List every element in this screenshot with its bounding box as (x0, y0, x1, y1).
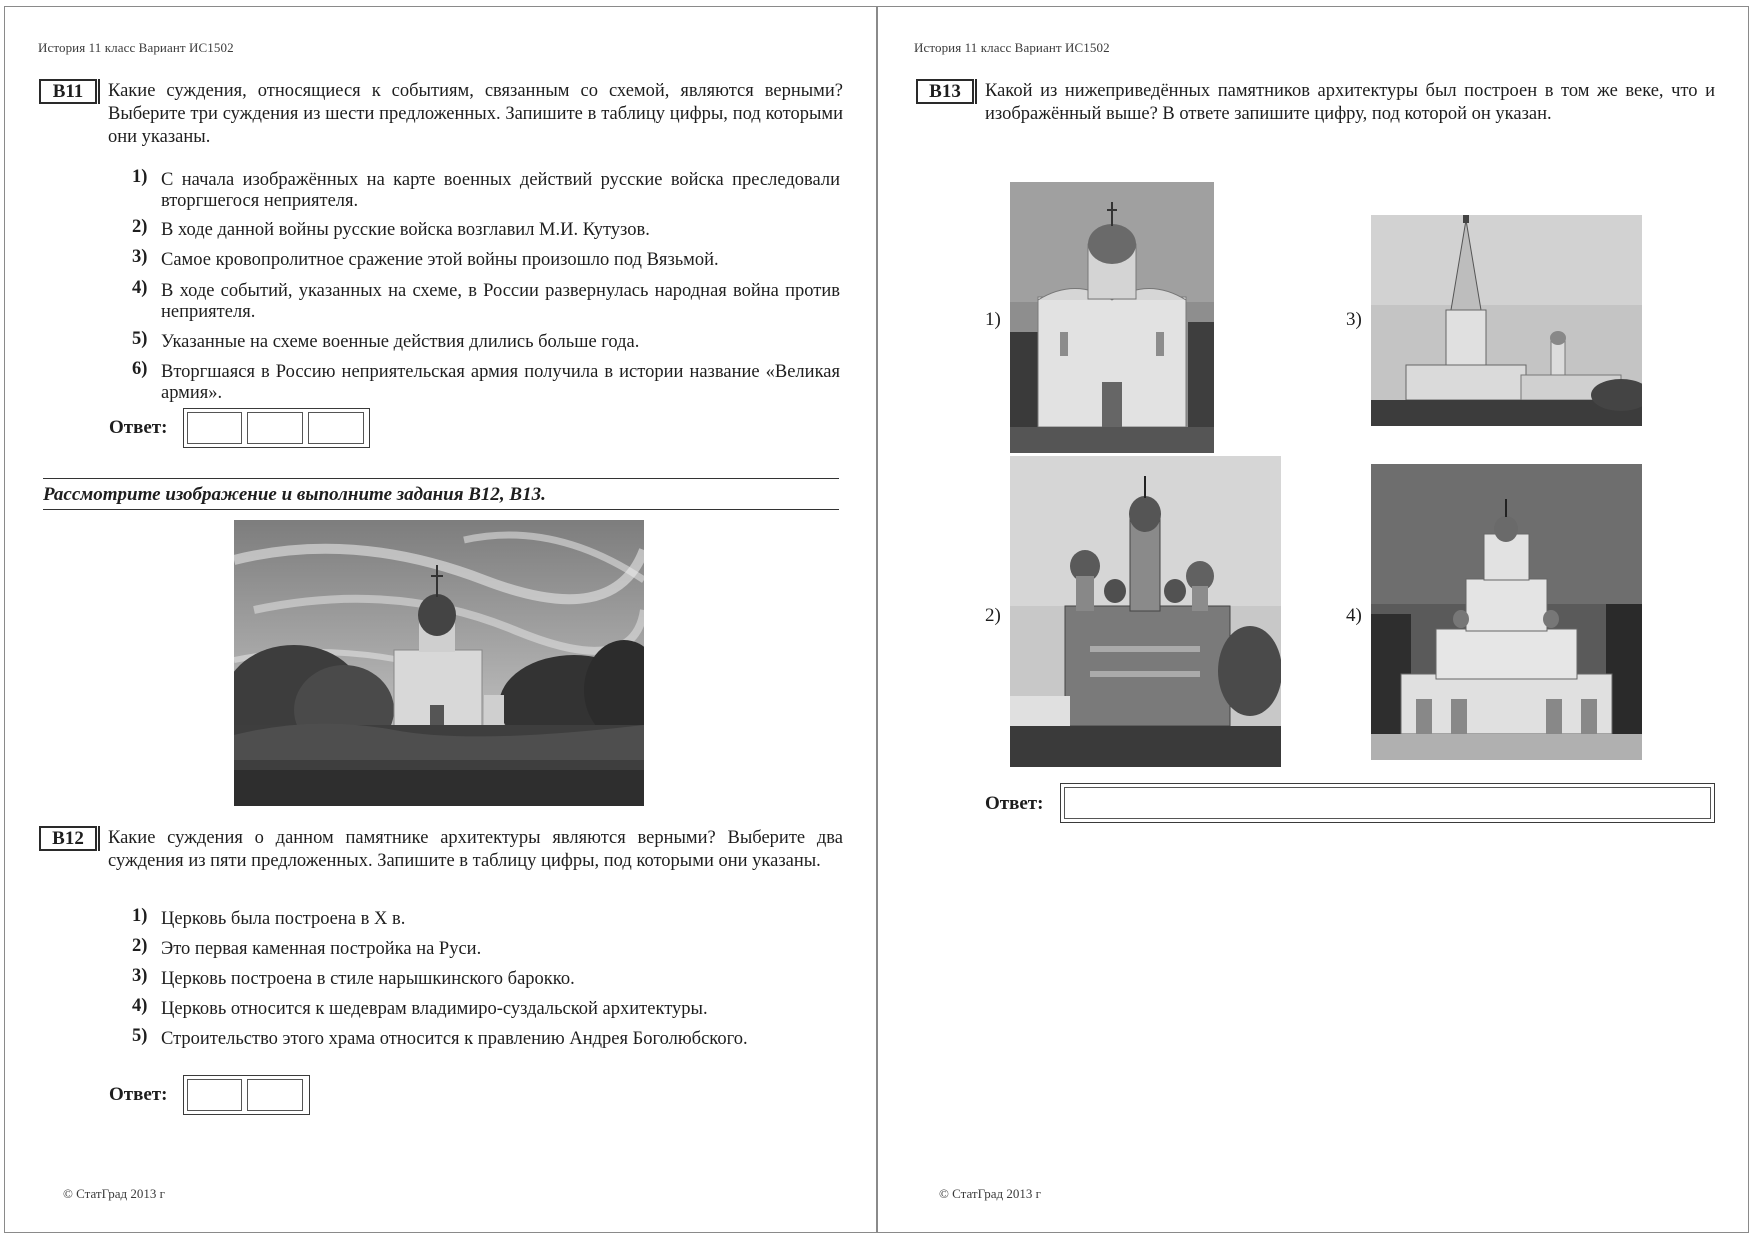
question-b12: Какие суждения о данном памятнике архитектуры являются верными? Выберите два суждения из пяти предложенных. Запишите в таблицу цифры, под которыми они указаны. (108, 828, 843, 871)
answer-cell-1[interactable] (1064, 787, 1711, 819)
page-footer: © СтатГрад 2013 г (939, 1186, 1041, 1201)
image-number-4: 4) (1346, 605, 1362, 626)
option-number: 3) (132, 247, 148, 267)
option-b12-3 (132, 966, 840, 991)
answer-cell-1[interactable] (187, 1079, 242, 1111)
option-text: Церковь была построена в X в. (161, 909, 406, 929)
option-text: Вторгшаяся в Россию неприятельская армия получила в истории название «Великая армия». (161, 362, 840, 403)
option-text: Это первая каменная постройка на Руси. (161, 939, 482, 959)
cathedral-photo-2 (1010, 456, 1281, 767)
answer-table-b11 (183, 408, 370, 448)
task-label-b13: B13 (916, 79, 974, 104)
image-number-3: 3) (1346, 309, 1362, 330)
cathedral-photo-1 (1010, 182, 1214, 453)
church-photo-main (234, 520, 644, 806)
option-b11-3 (132, 247, 840, 272)
option-b12-5 (132, 1026, 840, 1071)
option-text: Самое кровопролитное сражение этой войны произошло под Вязьмой. (161, 250, 719, 270)
option-text: Строительство этого храма относится к правлению Андрея Боголюбского. (161, 1029, 748, 1049)
option-number: 2) (132, 936, 148, 956)
option-number: 1) (132, 906, 148, 926)
option-text: В ходе данной войны русские войска возглавил М.И. Кутузов. (161, 220, 650, 240)
option-b11-2 (132, 217, 840, 242)
option-number: 1) (132, 167, 148, 187)
answer-cell-3[interactable] (308, 412, 364, 444)
question-b13: Какой из нижеприведённых памятников архитектуры был построен в том же веке, что и изображённый выше? В ответе запишите цифру, под которой он указан. (985, 81, 1715, 124)
option-number: 5) (132, 329, 148, 349)
option-b12-2 (132, 936, 840, 961)
answer-label-b12: Ответ: (109, 1084, 168, 1105)
option-text: С начала изображённых на карте военных действий русские войска преследовали вторгшегося неприятеля. (161, 170, 840, 211)
option-b12-1 (132, 906, 840, 931)
option-number: 5) (132, 1026, 148, 1046)
option-b12-4 (132, 996, 840, 1021)
page-footer: © СтатГрад 2013 г (63, 1186, 165, 1201)
option-b11-4 (132, 278, 840, 323)
divider-top (43, 478, 839, 479)
option-text: Церковь построена в стиле нарышкинского барокко. (161, 969, 575, 989)
answer-label-b11: Ответ: (109, 417, 168, 438)
page-header: История 11 класс Вариант ИС1502 (38, 40, 234, 55)
option-text: В ходе событий, указанных на схеме, в России развернулась народная война против неприятеля. (161, 281, 840, 322)
option-b11-1 (132, 167, 840, 212)
answer-label-b13: Ответ: (985, 793, 1044, 814)
option-number: 3) (132, 966, 148, 986)
option-text: Церковь относится к шедеврам владимиро-суздальской архитектуры. (161, 999, 708, 1019)
left-page (4, 6, 877, 1233)
option-number: 6) (132, 359, 148, 379)
answer-cell-1[interactable] (187, 412, 242, 444)
option-b11-5 (132, 329, 840, 354)
divider-bottom (43, 509, 839, 510)
task-label-b12: B12 (39, 826, 97, 851)
option-number: 2) (132, 217, 148, 237)
church-photo-4 (1371, 464, 1642, 760)
option-number: 4) (132, 996, 148, 1016)
answer-cell-2[interactable] (247, 412, 303, 444)
answer-cell-2[interactable] (247, 1079, 303, 1111)
question-b11: Какие суждения, относящиеся к событиям, связанным со схемой, являются верными? Выберите три суждения из шести предложенных. Запишите в таблицу цифры, под которыми они указаны. (108, 81, 843, 147)
task-label-b11: B11 (39, 79, 97, 104)
right-page (877, 6, 1749, 1233)
answer-table-b12 (183, 1075, 310, 1115)
church-photo-3 (1371, 215, 1642, 426)
page-header: История 11 класс Вариант ИС1502 (914, 40, 1110, 55)
option-number: 4) (132, 278, 148, 298)
image-number-1: 1) (985, 309, 1001, 330)
option-b11-6 (132, 359, 840, 404)
instruction-text: Рассмотрите изображение и выполните задания B12, B13. (43, 484, 546, 505)
option-text: Указанные на схеме военные действия длились больше года. (161, 332, 640, 352)
answer-table-b13 (1060, 783, 1715, 823)
image-number-2: 2) (985, 605, 1001, 626)
